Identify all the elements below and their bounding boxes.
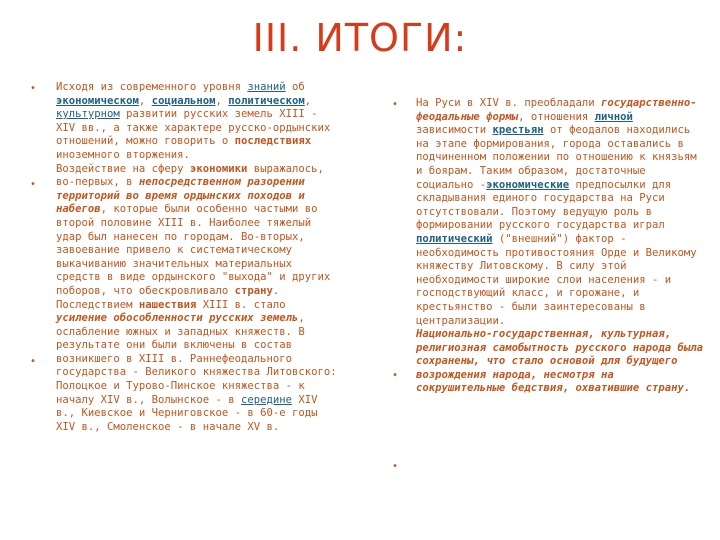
bullet-marker: • bbox=[392, 370, 399, 381]
link-political-2[interactable]: политический bbox=[416, 232, 493, 245]
bullet-marker: • bbox=[392, 461, 399, 472]
bullet-marker: • bbox=[30, 356, 37, 367]
left-paragraph-3: Последствием нашествия XIII в. стало усиление обособленности русских земель, ослабление южных и западных княжеств. В результате они были включены в состав возникшего в XIII в. Раннефеодального государства - Великого княжества Литовского: Полоцкое и Турово-Пинское княжества - к началу XIV в., Волынское - в середине XIV в., Киевское и Черниговское - в 60-е годы XIV в., Смоленское - в начале XV в. bbox=[56, 298, 337, 433]
left-paragraph-2: Воздействие на сферу экономики выражалось, во-первых, в непосредственном разорении территорий во время ордынских походов и набегов, которые были особенно частыми во второй половине XIII в. Наиболее тяжелый удар был нанесен по городам. Во-вторых, завоевание привело к систематическому выкачиванию значительных материальных средств в виде ордынского "выхода" и других поборов, что обескровливало страну. bbox=[56, 162, 331, 297]
bullet-marker: • bbox=[392, 99, 399, 110]
slide-title: III. ИТОГИ: bbox=[252, 16, 468, 60]
left-column bbox=[56, 81, 341, 434]
link-political[interactable]: политическом bbox=[228, 94, 305, 107]
link-economic-2[interactable]: экономические bbox=[486, 178, 570, 191]
link-personal[interactable]: личной bbox=[594, 110, 633, 123]
link-economic[interactable]: экономическом bbox=[56, 94, 139, 107]
right-paragraph-2: Национально-государственная, культурная, религиозная самобытность русского народа была сохранены, что стало основой для будущего возрождения народа, несмотря на сокрушительные бедствия, охватившие страну. bbox=[416, 328, 704, 395]
link-peasants[interactable]: крестьян bbox=[492, 124, 544, 137]
link-social[interactable]: социальном bbox=[151, 94, 216, 107]
bullet-marker: • bbox=[30, 83, 37, 94]
link-znaniy[interactable]: знаний bbox=[247, 81, 286, 93]
right-paragraph-1: На Руси в XIV в. преобладали государственно-феодальные формы, отношения личной зависимости крестьян от феодалов находились на этапе формирования, города оставались в подчиненном положении по отношению к князьям и боярам. Таким образом, достаточные социально -экономические предпосылки для складывания единого государства на Руси отсутствовали. Поэтому ведущую роль в формировании русского государства играл политический ("внешний") фактор - необходимость противостояния Орде и Великому княжеству Литовскому. В силу этой необходимости широкие слои населения - и господствующий класс, и горожане, и крестьянство - были заинтересованы в централизации. bbox=[416, 97, 697, 327]
link-middle[interactable]: середине bbox=[240, 393, 292, 406]
right-column bbox=[416, 97, 706, 396]
bullet-marker: • bbox=[30, 179, 37, 190]
link-cultural[interactable]: культурном bbox=[56, 108, 120, 121]
left-paragraph-1: Исходя из современного уровня знаний об экономическом, социальном, политическом, культурном развитии русских земель XIII - XIV вв., а также характере русско-ордынских отношений, можно говорить о последствиях иноземного вторжения. bbox=[56, 81, 331, 161]
